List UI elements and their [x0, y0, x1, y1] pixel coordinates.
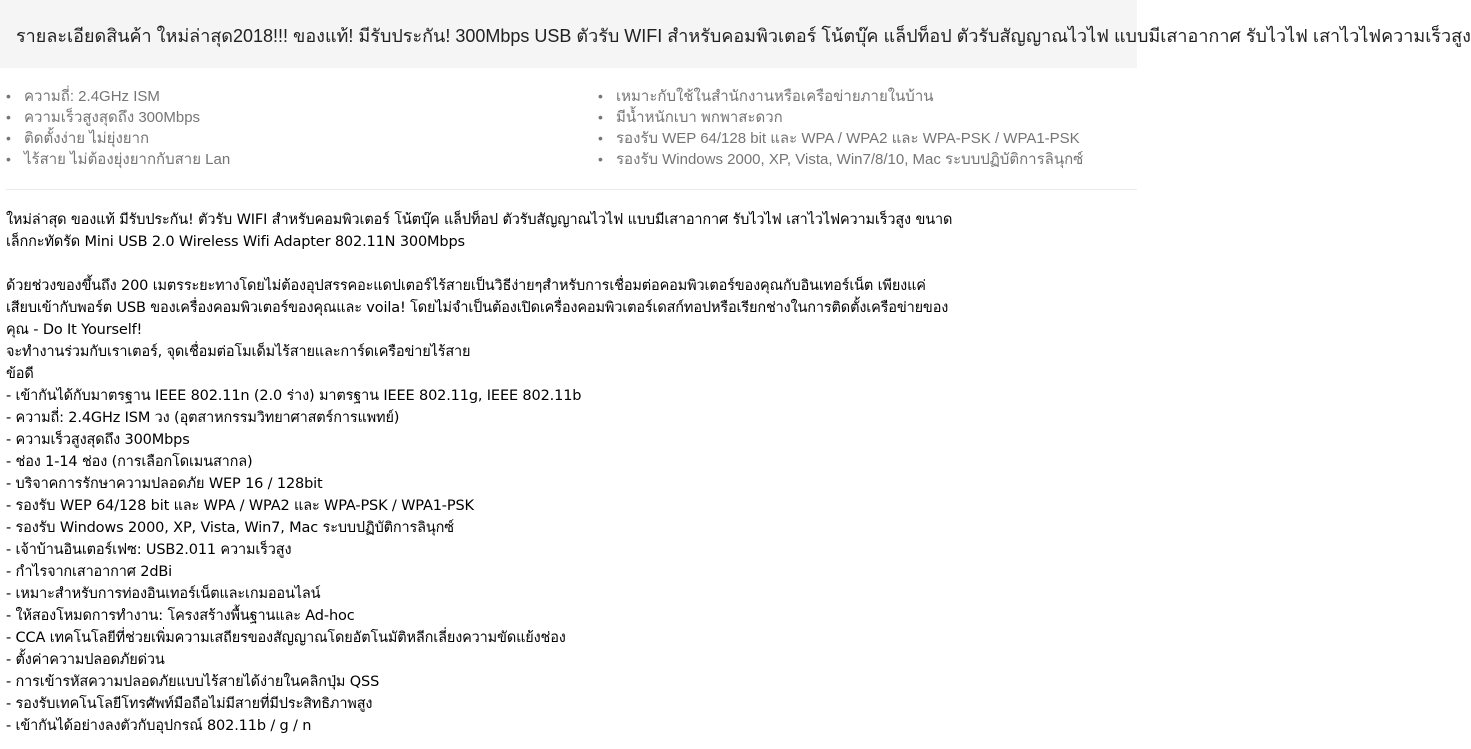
feature-item: • ความถี่: 2.4GHz ISM	[6, 86, 566, 107]
description-line: ด้วยช่วงของขึ้นถึง 200 เมตรระยะทางโดยไม่ต้องอุปสรรคอะแดปเตอร์ไร้สายเป็นวิธีง่ายๆสำหรับการเชื่อมต่อคอมพิวเตอร์ของคุณกับอินเทอร์เน็ต เพียงแค่	[6, 278, 926, 294]
advantage-item: - CCA เทคโนโลยีที่ช่วยเพิ่มความเสถียรของสัญญาณโดยอัตโนมัติหลีกเลี่ยงความขัดแย้งช่อง	[6, 630, 566, 646]
advantage-item: - รองรับเทคโนโลยีโทรศัพท์มือถือไม่มีสายที่มีประสิทธิภาพสูง	[6, 696, 373, 712]
feature-item: • เหมาะกับใช้ในสำนักงานหรือเครือข่ายภายในบ้าน	[598, 86, 1137, 107]
advantage-item: - ช่อง 1-14 ช่อง (การเลือกโดเมนสากล)	[6, 454, 253, 470]
advantage-item: - เข้ากันได้อย่างลงตัวกับอุปกรณ์ 802.11b / g / n	[6, 718, 312, 734]
advantage-item: - รองรับ Windows 2000, XP, Vista, Win7, Mac ระบบปฏิบัติการลินุกซ์	[6, 520, 454, 536]
section-divider	[6, 189, 1137, 190]
description-line: เล็กกะทัดรัด Mini USB 2.0 Wireless Wifi Adapter 802.11N 300Mbps	[6, 234, 465, 250]
advantage-item: - การเข้ารหัสความปลอดภัยแบบไร้สายได้ง่ายในคลิกปุ่ม QSS	[6, 674, 380, 690]
advantage-item: - เจ้าบ้านอินเตอร์เฟซ: USB2.011 ความเร็วสูง	[6, 542, 292, 558]
advantages-heading: ข้อดี	[6, 366, 34, 382]
advantage-item: - บริจาคการรักษาความปลอดภัย WEP 16 / 128bit	[6, 476, 323, 492]
advantage-item: - ตั้งค่าความปลอดภัยด่วน	[6, 652, 165, 668]
description-line: เสียบเข้ากับพอร์ต USB ของเครื่องคอมพิวเตอร์ของคุณและ voila! โดยไม่จำเป็นต้องเปิดเครื่องคอมพิวเตอร์เดสก์ทอปหรือเรียกช่างในการติดตั้งเครือข่ายของ	[6, 300, 949, 316]
advantage-item: - ความเร็วสูงสุดถึง 300Mbps	[6, 432, 190, 448]
advantage-item: - เหมาะสำหรับการท่องอินเทอร์เน็ตและเกมออนไลน์	[6, 586, 321, 602]
feature-item: • ติดตั้งง่าย ไม่ยุ่งยาก	[6, 128, 566, 149]
product-detail-title: รายละเอียดสินค้า ใหม่ล่าสุด2018!!! ของแท้! มีรับประกัน! 300Mbps USB ตัวรับ WIFI สำหรับคอมพิวเตอร์ โน้ตบุ๊ค แล็ปท็อป ตัวรับสัญญาณไวไฟ แบบมีเสาอากาศ รับไวไฟ เสาไวไฟความเร็วสูง	[16, 26, 1471, 46]
paragraph-spacer	[6, 253, 1137, 275]
advantage-item: - ความถี่: 2.4GHz ISM วง (อุตสาหกรรมวิทยาศาสตร์การแพทย์)	[6, 410, 400, 426]
description-line: คุณ - Do It Yourself!	[6, 322, 143, 338]
feature-list-left	[6, 86, 566, 170]
feature-item: • มีน้ำหนักเบา พกพาสะดวก	[598, 107, 1137, 128]
product-description	[6, 209, 1137, 744]
advantage-item: - กำไรจากเสาอากาศ 2dBi	[6, 564, 173, 580]
feature-item: • รองรับ WEP 64/128 bit และ WPA / WPA2 และ WPA-PSK / WPA1-PSK	[598, 128, 1137, 149]
advantage-item: - ให้สองโหมดการทำงาน: โครงสร้างพื้นฐานและ Ad-hoc	[6, 608, 355, 624]
description-line: ใหม่ล่าสุด ของแท้ มีรับประกัน! ตัวรับ WIFI สำหรับคอมพิวเตอร์ โน้ตบุ๊ค แล็ปท็อป ตัวรับสัญญาณไวไฟ แบบมีเสาอากาศ รับไวไฟ เสาไวไฟความเร็วสูง ขนาด	[6, 212, 953, 228]
feature-item: • ความเร็วสูงสุดถึง 300Mbps	[6, 107, 566, 128]
feature-item: • ไร้สาย ไม่ต้องยุ่งยากกับสาย Lan	[6, 149, 566, 170]
feature-item: • รองรับ Windows 2000, XP, Vista, Win7/8/10, Mac ระบบปฏิบัติการลินุกซ์	[598, 149, 1137, 170]
description-line: จะทำงานร่วมกับเราเตอร์, จุดเชื่อมต่อโมเด็มไร้สายและการ์ดเครือข่ายไร้สาย	[6, 344, 471, 360]
advantage-item: - เข้ากันได้กับมาตรฐาน IEEE 802.11n (2.0 ร่าง) มาตรฐาน IEEE 802.11g, IEEE 802.11b	[6, 388, 582, 404]
advantage-item: - รองรับ WEP 64/128 bit และ WPA / WPA2 และ WPA-PSK / WPA1-PSK	[6, 498, 474, 514]
feature-highlights	[0, 86, 1137, 176]
product-detail-header	[0, 0, 1471, 68]
feature-list-right	[598, 86, 1137, 170]
